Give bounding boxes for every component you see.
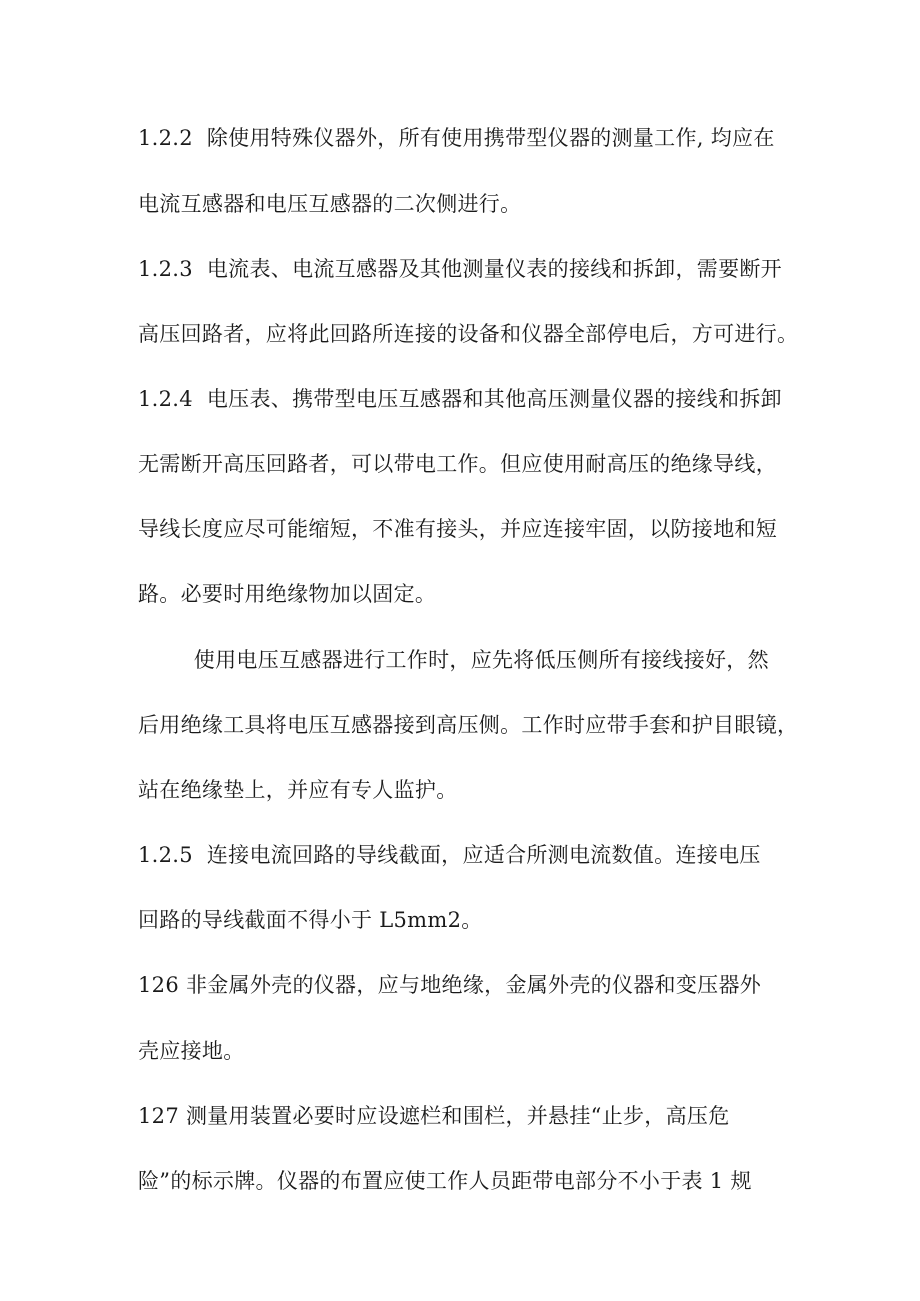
clause-1-2-4-line-1: 1.2.4 电压表、携带型电压互感器和其他高压测量仪器的接线和拆卸 — [138, 387, 782, 411]
clause-1-2-4-line-3: 导线长度应尽可能缩短，不准有接头，并应连接牢固，以防接地和短 — [138, 517, 777, 541]
clause-1-2-5-line-2: 回路的导线截面不得小于 L5mm2。 — [138, 908, 483, 932]
clause-127-line-1: 127 测量用装置必要时应设遮栏和围栏，并悬挂“止步，高压危 — [138, 1104, 730, 1128]
clause-1-2-4-line-4: 路。必要时用绝缘物加以固定。 — [138, 582, 437, 606]
clause-126-line-2: 壳应接地。 — [138, 1039, 245, 1063]
paragraph-pt-line-2: 后用绝缘工具将电压互感器接到高压侧。工作时应带手套和护目眼镜， — [138, 713, 799, 737]
clause-126-line-1: 126 非金属外壳的仪器，应与地绝缘，金属外壳的仪器和变压器外 — [138, 973, 762, 997]
paragraph-pt-line-1: 使用电压互感器进行工作时，应先将低压侧所有接线接好，然 — [138, 648, 769, 672]
clause-1-2-2-line-2: 电流互感器和电压互感器的二次侧进行。 — [138, 192, 522, 216]
clause-1-2-3-line-2: 高压回路者，应将此回路所连接的设备和仪器全部停电后，方可进行。 — [138, 322, 799, 346]
clause-1-2-5-line-1: 1.2.5 连接电流回路的导线截面，应适合所测电流数值。连接电压 — [138, 843, 761, 867]
clause-1-2-4-line-2: 无需断开高压回路者，可以带电工作。但应使用耐高压的绝缘导线， — [138, 452, 777, 476]
clause-1-2-3-line-1: 1.2.3 电流表、电流互感器及其他测量仪表的接线和拆卸，需要断开 — [138, 257, 782, 281]
clause-1-2-2-line-1: 1.2.2 除使用特殊仪器外，所有使用携带型仪器的测量工作, 均应在 — [138, 126, 775, 150]
clause-127-line-2: 险”的标示牌。仪器的布置应使工作人员距带电部分不小于表 1 规 — [138, 1169, 752, 1193]
paragraph-pt-line-3: 站在绝缘垫上，并应有专人监护。 — [138, 778, 458, 802]
